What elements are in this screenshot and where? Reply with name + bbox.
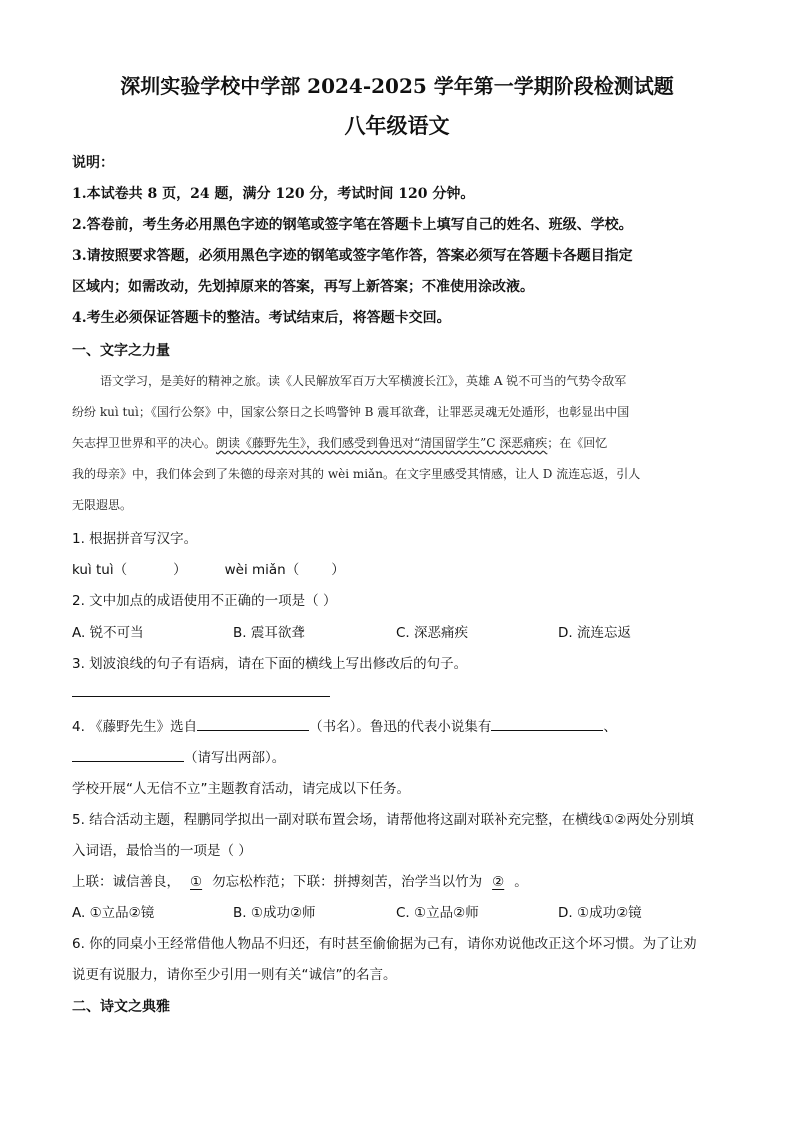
exam-title: 深圳实验学校中学部 2024-2025 学年第一学期阶段检测试题 <box>120 74 674 98</box>
exam-subtitle: 八年级语文 <box>344 113 450 138</box>
q1-paren-a: ） <box>173 562 187 578</box>
instruction-item-4: 4.考生必须保证答题卡的整洁。考试结束后，将答题卡交回。 <box>72 310 451 326</box>
q5-couplet-lower: 勿忘松柞范；下联：拼搏刻苦，治学当以竹为 <box>212 874 483 890</box>
q5-option-b[interactable]: B. ①成功②师 <box>233 905 316 921</box>
q5-line-2: 入词语，最恰当的一项是（ ） <box>72 843 252 859</box>
q4-text-4: （请写出两部）。 <box>184 750 286 766</box>
q5-couplet <box>72 870 528 890</box>
section2-heading: 二、诗文之典雅 <box>72 999 170 1015</box>
q5-line-1: 5. 结合活动主题，程鹏同学拟出一副对联布置会场，请帮他将这副对联补充完整，在横线①②两处分别填 <box>72 812 694 828</box>
q1-answers <box>72 558 345 578</box>
q3-stem: 3. 划波浪线的句子有语病，请在下面的横线上写出修改后的句子。 <box>72 656 468 672</box>
q1-pinyin-a: kuì tuì（ <box>72 562 128 578</box>
q2-option-d[interactable]: D. 流连忘返 <box>558 625 631 641</box>
instructions-heading: 说明： <box>72 155 114 171</box>
q4-blank-book[interactable] <box>197 716 309 731</box>
q5-couplet-end: 。 <box>514 874 528 890</box>
passage-line-4: 我的母亲》中，我们体会到了朱德的母亲对其的 wèi miǎn。在文字里感受其情感，让人 D 流连忘返，引人 <box>72 467 641 481</box>
q4-text-2: （书名）。鲁迅的代表小说集有 <box>309 719 492 735</box>
passage-line-1: 语文学习，是美好的精神之旅。读《人民解放军百万大军横渡长江》，英雄 A 锐不可当的气势令敌军 <box>100 374 627 388</box>
section1-heading: 一、文字之力量 <box>72 343 170 359</box>
q2-stem: 2. 文中加点的成语使用不正确的一项是（ ） <box>72 593 337 609</box>
q4-text-1: 4. 《藤野先生》选自 <box>72 719 198 735</box>
q4-line-2 <box>72 746 285 766</box>
passage-line-5: 无限遐思。 <box>72 498 133 512</box>
q5-option-a[interactable]: A. ①立品②镜 <box>72 905 155 921</box>
q5-option-d[interactable]: D. ①成功②镜 <box>558 905 642 921</box>
passage-line-3 <box>72 434 607 451</box>
q3-answer-line[interactable] <box>72 696 330 697</box>
instruction-item-3: 3.请按照要求答题，必须用黑色字迹的钢笔或签字笔作答，答案必须写在答题卡各题目指定 <box>72 248 633 264</box>
q2-option-b[interactable]: B. 震耳欲聋 <box>233 625 305 641</box>
q2-option-a[interactable]: A. 锐不可当 <box>72 625 144 641</box>
q5-option-c[interactable]: C. ①立品②师 <box>396 905 479 921</box>
q4-line-1 <box>72 715 617 735</box>
q1-stem: 1. 根据拼音写汉字。 <box>72 531 198 547</box>
q1-pinyin-b: wèi miǎn（ <box>224 562 300 578</box>
q5-blank-2[interactable]: ② <box>492 874 505 890</box>
instruction-item-3-cont: 区域内；如需改动，先划掉原来的答案，再写上新答案；不准使用涂改液。 <box>72 279 534 295</box>
instruction-item-1: 1.本试卷共 8 页，24 题，满分 120 分，考试时间 120 分钟。 <box>72 186 475 202</box>
instruction-item-2: 2.答卷前，考生务必用黑色字迹的钢笔或签字笔在答题卡上填写自己的姓名、班级、学校。 <box>72 217 633 233</box>
passage-line-3-tail: ；在《回忆 <box>547 436 608 450</box>
q1-paren-b: ） <box>331 562 345 578</box>
task-intro: 学校开展“人无信不立”主题教育活动，请完成以下任务。 <box>72 781 410 797</box>
q6-line-2: 说更有说服力，请你至少引用一则有关“诚信”的名言。 <box>72 967 397 983</box>
q2-option-c[interactable]: C. 深恶痛疾 <box>396 625 469 641</box>
q4-blank-collection-1[interactable] <box>491 716 603 731</box>
wavy-underlined-sentence: 朗读《藤野先生》，我们感受到鲁迅对“清国留学生”C 深恶痛疾 <box>216 436 548 450</box>
q6-line-1: 6. 你的同桌小王经常借他人物品不归还，有时甚至偷偷据为己有，请你劝说他改正这个坏习惯。为了让劝 <box>72 936 697 952</box>
q4-blank-collection-2[interactable] <box>72 747 184 762</box>
q4-text-3: 、 <box>603 719 617 735</box>
q5-couplet-upper: 上联：诚信善良， <box>72 874 180 890</box>
passage-line-3-plain: 矢志捍卫世界和平的决心。 <box>72 436 217 450</box>
q5-blank-1[interactable]: ① <box>190 874 203 890</box>
passage-line-2: 纷纷 kuì tuì；《国行公祭》中，国家公祭日之长鸣警钟 B 震耳欲聋，让罪恶灵魂无处遁形，也彰显出中国 <box>72 405 630 419</box>
